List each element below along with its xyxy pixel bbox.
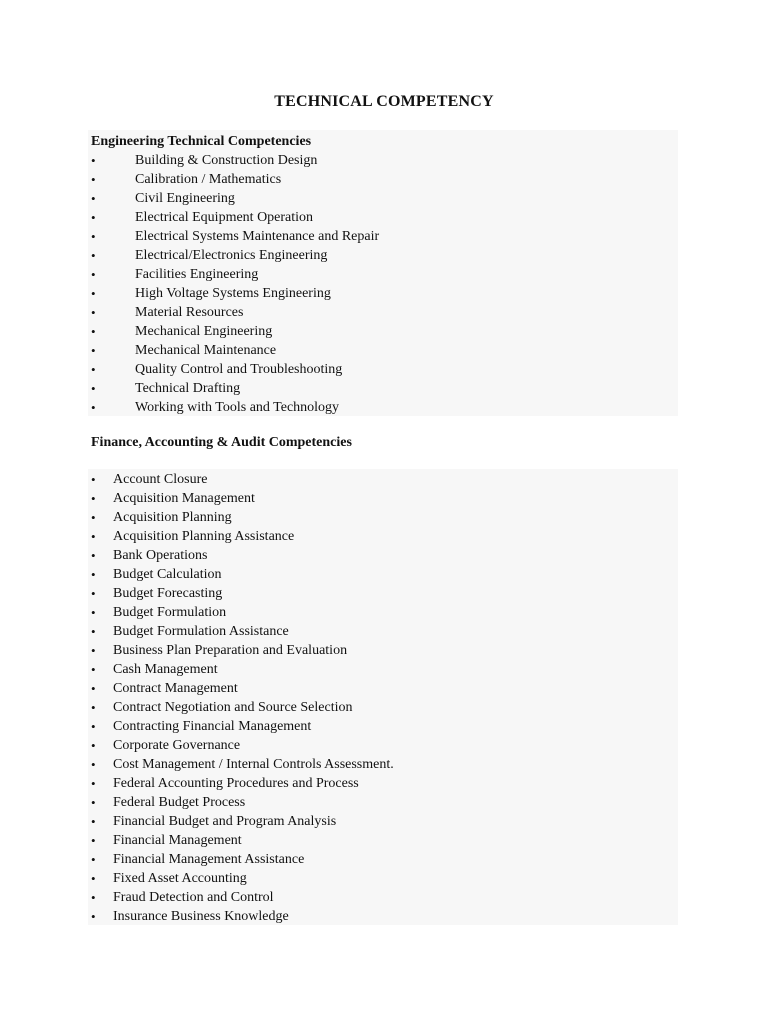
list-item-text: Federal Budget Process: [113, 795, 246, 810]
bullet-icon: •: [91, 548, 96, 563]
bullet-icon: •: [91, 909, 96, 924]
section-heading: Engineering Technical Competencies: [91, 134, 312, 149]
list-item-text: Acquisition Planning: [113, 510, 232, 525]
bullet-icon: •: [91, 567, 96, 582]
list-item-text: Contract Management: [113, 681, 238, 696]
list-item-text: Cost Management / Internal Controls Assessment.: [113, 757, 394, 772]
bullet-icon: •: [91, 605, 96, 620]
list-item-text: Civil Engineering: [135, 191, 235, 206]
list-item-text: Electrical/Electronics Engineering: [135, 248, 328, 263]
bullet-icon: •: [91, 776, 96, 791]
bullet-icon: •: [91, 890, 96, 905]
list-item-text: Electrical Systems Maintenance and Repair: [135, 229, 380, 244]
list-item-text: Financial Management Assistance: [113, 852, 305, 867]
list-item-text: Cash Management: [113, 662, 218, 677]
bullet-icon: •: [91, 343, 96, 358]
bullet-icon: •: [91, 586, 96, 601]
bullet-icon: •: [91, 871, 96, 886]
list-item-text: Fraud Detection and Control: [113, 890, 274, 905]
list-item-text: Acquisition Management: [113, 491, 255, 506]
bullet-icon: •: [91, 795, 96, 810]
bullet-icon: •: [91, 305, 96, 320]
list-item-text: Contracting Financial Management: [113, 719, 312, 734]
bullet-icon: •: [91, 643, 96, 658]
list-item-text: Quality Control and Troubleshooting: [135, 362, 343, 377]
list-item-text: High Voltage Systems Engineering: [135, 286, 331, 301]
list-item-text: Fixed Asset Accounting: [113, 871, 247, 886]
list-item-text: Calibration / Mathematics: [135, 172, 282, 187]
bullet-icon: •: [91, 719, 96, 734]
bullet-icon: •: [91, 529, 96, 544]
bullet-icon: •: [91, 267, 96, 282]
bullet-icon: •: [91, 472, 96, 487]
list-item-text: Federal Accounting Procedures and Process: [113, 776, 359, 791]
bullet-icon: •: [91, 624, 96, 639]
bullet-icon: •: [91, 153, 96, 168]
bullet-icon: •: [91, 700, 96, 715]
bullet-icon: •: [91, 400, 96, 415]
bullet-icon: •: [91, 681, 96, 696]
bullet-icon: •: [91, 833, 96, 848]
bullet-icon: •: [91, 662, 96, 677]
list-item-text: Bank Operations: [113, 548, 208, 563]
list-item-text: Budget Forecasting: [113, 586, 223, 601]
list-item-text: Working with Tools and Technology: [135, 400, 340, 415]
list-item-text: Account Closure: [113, 472, 208, 487]
list-item-text: Material Resources: [135, 305, 244, 320]
list-item-text: Technical Drafting: [135, 381, 241, 396]
list-item-text: Budget Formulation Assistance: [113, 624, 289, 639]
bullet-icon: •: [91, 362, 96, 377]
page-title: TECHNICAL COMPETENCY: [274, 93, 494, 110]
list-item-text: Mechanical Maintenance: [135, 343, 277, 358]
bullet-icon: •: [91, 757, 96, 772]
bullet-icon: •: [91, 191, 96, 206]
list-item-text: Budget Calculation: [113, 567, 222, 582]
bullet-icon: •: [91, 381, 96, 396]
bullet-icon: •: [91, 852, 96, 867]
bullet-icon: •: [91, 324, 96, 339]
list-item-text: Mechanical Engineering: [135, 324, 273, 339]
bullet-icon: •: [91, 172, 96, 187]
engineering-competencies-section: [88, 130, 678, 416]
section-heading: Finance, Accounting & Audit Competencies: [91, 435, 352, 450]
bullet-icon: •: [91, 210, 96, 225]
bullet-icon: •: [91, 738, 96, 753]
list-item-text: Budget Formulation: [113, 605, 227, 620]
list-item-text: Business Plan Preparation and Evaluation: [113, 643, 348, 658]
bullet-icon: •: [91, 814, 96, 829]
bullet-icon: •: [91, 229, 96, 244]
bullet-icon: •: [91, 248, 96, 263]
bullet-icon: •: [91, 510, 96, 525]
list-item-text: Insurance Business Knowledge: [113, 909, 289, 924]
list-item-text: Building & Construction Design: [135, 153, 318, 168]
bullet-icon: •: [91, 286, 96, 301]
list-item-text: Corporate Governance: [113, 738, 241, 753]
list-item-text: Facilities Engineering: [135, 267, 259, 282]
list-item-text: Acquisition Planning Assistance: [113, 529, 295, 544]
list-item-text: Financial Management: [113, 833, 242, 848]
list-item-text: Electrical Equipment Operation: [135, 210, 314, 225]
list-item-text: Contract Negotiation and Source Selection: [113, 700, 353, 715]
bullet-icon: •: [91, 491, 96, 506]
list-item-text: Financial Budget and Program Analysis: [113, 814, 337, 829]
finance-competencies-section: [88, 469, 678, 925]
